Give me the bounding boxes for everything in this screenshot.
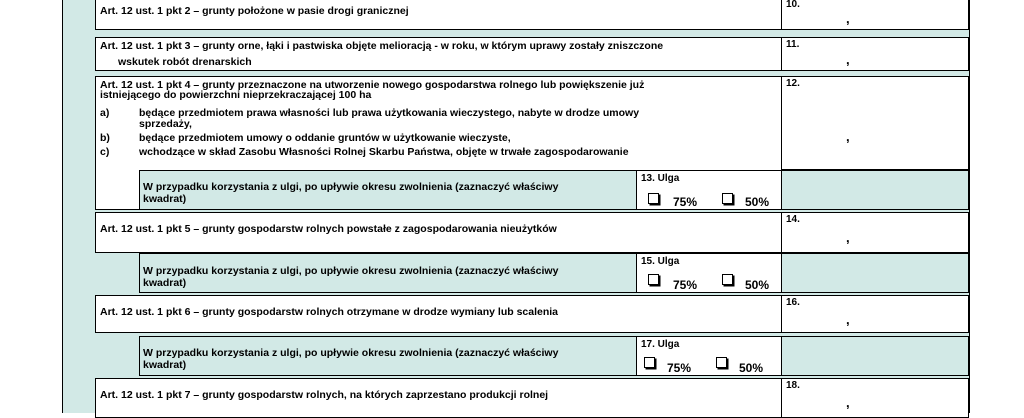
- field-number: 14.: [786, 214, 800, 225]
- relief-question-17: [139, 336, 639, 376]
- option-75-label: 75%: [673, 195, 698, 209]
- article-text-line2: istniejącego do powierzchni nieprzekraczającej 100 ha: [100, 89, 372, 101]
- article-description-row-18: [95, 378, 784, 418]
- field-14-input[interactable]: [781, 212, 969, 253]
- field-16-input[interactable]: [781, 295, 969, 333]
- article-text: Art. 12 ust. 1 pkt 5 – grunty gospodarstw rolnych powstałe z zagospodarowania nieużytków: [100, 223, 557, 235]
- decimal-comma: ,: [846, 230, 850, 245]
- item-text-b: będące przedmiotem umowy o oddanie gruntów w użytkowanie wieczyste,: [139, 132, 511, 144]
- checkbox-75-icon[interactable]: [648, 193, 659, 204]
- item-mark-a: a): [100, 107, 110, 119]
- item-text-c: wchodzące w skład Zasobu Własności Rolnej Skarbu Państwa, objęte w trwałe zagospodarowanie: [139, 146, 629, 158]
- field-number: 11.: [786, 39, 800, 50]
- relief-13-options: [636, 170, 784, 210]
- relief-17-options: [636, 336, 784, 376]
- decimal-comma: ,: [846, 312, 850, 327]
- field-17-cell: [781, 336, 969, 376]
- relief-text-line1: W przypadku korzystania z ulgi, po upływie okresu zwolnienia (zaznaczyć właściwy: [143, 181, 559, 193]
- article-text: Art. 12 ust. 1 pkt 2 – grunty położone w pasie drogi granicznej: [100, 5, 409, 17]
- relief-text-line1: W przypadku korzystania z ulgi, po upływie okresu zwolnienia (zaznaczyć właściwy: [143, 347, 559, 359]
- article-description-row-10: [95, 0, 784, 30]
- article-text: Art. 12 ust. 1 pkt 7 – grunty gospodarstw rolnych, na których zaprzestano produkcji rolnej: [100, 389, 549, 401]
- field-number: 12.: [786, 78, 800, 89]
- checkbox-50-icon[interactable]: [722, 274, 733, 285]
- article-text: Art. 12 ust. 1 pkt 6 – grunty gospodarstw rolnych otrzymane w drodze wymiany lub scalenia: [100, 306, 559, 318]
- decimal-comma: ,: [846, 129, 850, 144]
- field-18-input[interactable]: [781, 378, 969, 418]
- option-75-label: 75%: [673, 278, 698, 292]
- relief-text-line2: kwadrat): [143, 193, 187, 205]
- item-text-a: będące przedmiotem prawa własności lub prawa użytkowania wieczystego, nabyte w drodze umowy: [139, 107, 640, 119]
- relief-label: 17. Ulga: [641, 339, 680, 350]
- decimal-comma: ,: [846, 52, 850, 67]
- checkbox-75-icon[interactable]: [648, 274, 659, 285]
- article-description-row-16: [95, 295, 784, 333]
- decimal-comma: ,: [846, 395, 850, 410]
- relief-15-options: [636, 253, 784, 293]
- relief-question-13: [139, 170, 639, 210]
- field-12-input[interactable]: [781, 76, 969, 170]
- article-text-line1: Art. 12 ust. 1 pkt 4 – grunty przeznaczone na utworzenie nowego gospodarstwa rolnego lub powiększenie już: [100, 79, 645, 91]
- relief-label: 15. Ulga: [641, 256, 680, 267]
- article-description-row-14: [95, 212, 784, 253]
- decimal-comma: ,: [846, 11, 850, 26]
- checkbox-50-icon[interactable]: [716, 357, 727, 368]
- relief-label: 13. Ulga: [641, 173, 680, 184]
- item-mark-b: b): [100, 132, 110, 144]
- field-number: 10.: [786, 0, 800, 10]
- relief-text-line1: W przypadku korzystania z ulgi, po upływie okresu zwolnienia (zaznaczyć właściwy: [143, 265, 559, 277]
- option-50-label: 50%: [745, 195, 770, 209]
- relief-text-line2: kwadrat): [143, 359, 187, 371]
- relief-question-15: [139, 253, 639, 293]
- checkbox-50-icon[interactable]: [722, 193, 733, 204]
- item-mark-c: c): [100, 146, 110, 158]
- field-10-input[interactable]: [781, 0, 969, 30]
- option-50-label: 50%: [739, 361, 764, 375]
- option-50-label: 50%: [745, 278, 770, 292]
- option-75-label: 75%: [667, 361, 692, 375]
- article-text-line1: Art. 12 ust. 1 pkt 3 – grunty orne, łąki i pastwiska objęte melioracją - w roku, w którym uprawy zostały zniszczone: [100, 40, 664, 52]
- field-number: 16.: [786, 297, 800, 308]
- field-13-cell: [781, 170, 969, 210]
- relief-text-line2: kwadrat): [143, 277, 187, 289]
- checkbox-75-icon[interactable]: [644, 357, 655, 368]
- field-number: 18.: [786, 380, 800, 391]
- field-11-input[interactable]: [781, 37, 969, 71]
- field-15-cell: [781, 253, 969, 293]
- article-text-line2: wskutek robót drenarskich: [118, 56, 252, 68]
- item-text-a-cont: sprzedaży,: [139, 118, 192, 130]
- form-section: [62, 0, 970, 413]
- article-description-row-11: [95, 37, 784, 71]
